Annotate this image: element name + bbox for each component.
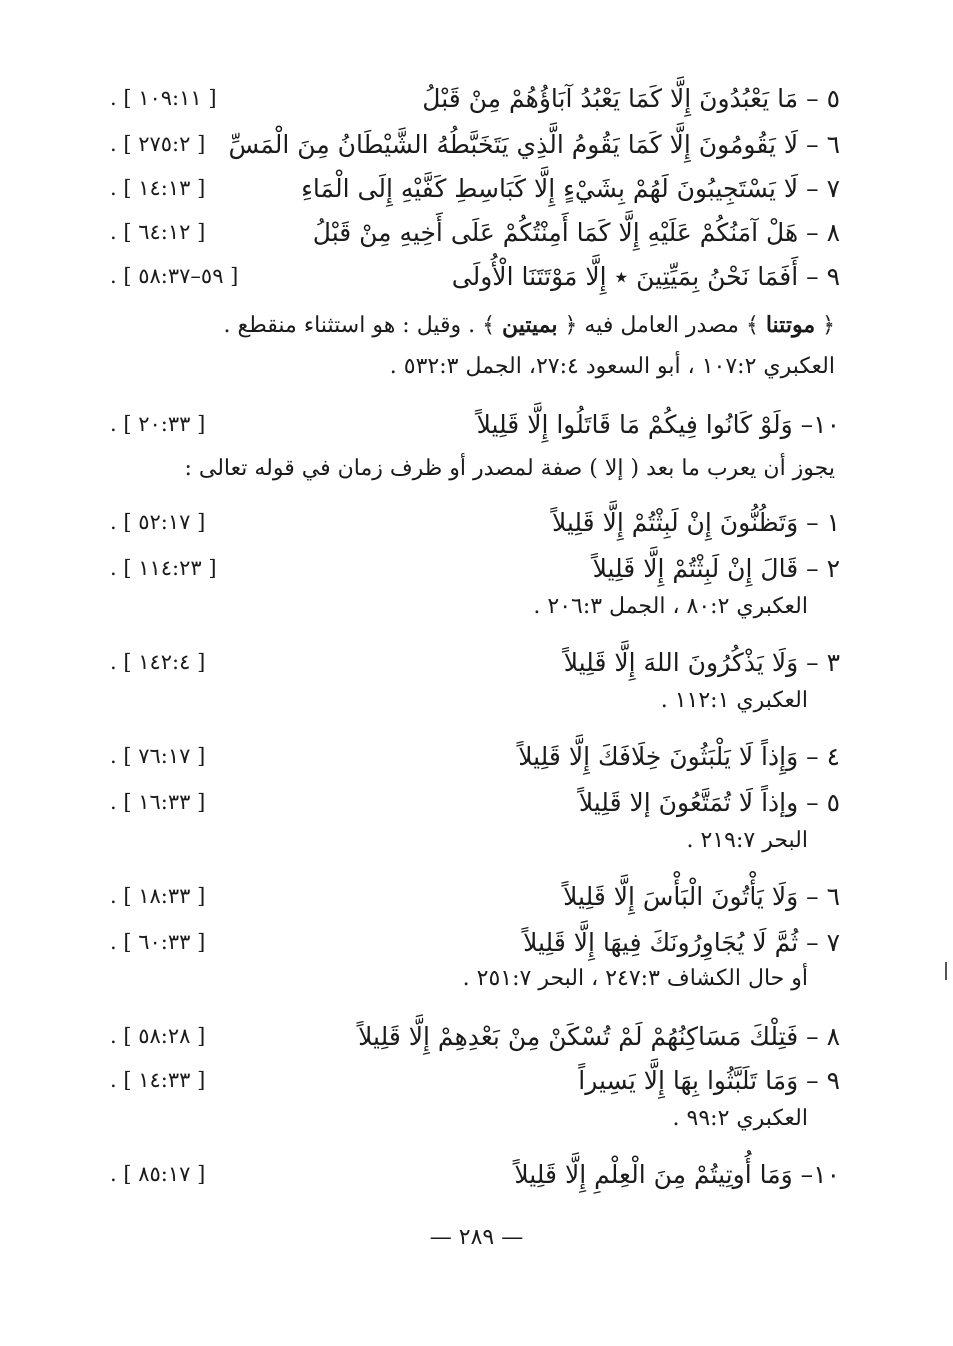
verse-reference: . [ ١٤:١٣ ]	[110, 176, 206, 200]
verse-text: ٨ – فَتِلْكَ مَسَاكِنُهُمْ لَمْ تُسْكَنْ مِنْ بَعْدِهِمْ إِلَّا قَلِيلاً	[358, 1021, 840, 1051]
verse-text: ٦ – لَا يَقُومُونَ إِلَّا كَمَا يَقُومُ الَّذِي يَتَخَبَّطُهُ الشَّيْطَانُ مِنَ الْمَسِّ	[228, 129, 840, 159]
verse-text: ٩ – وَمَا تَلَبَّثُوا بِهَا إِلَّا يَسِيراً	[578, 1065, 840, 1095]
verse-reference: . [ ٥٢:١٧ ]	[110, 510, 206, 534]
verse-reference: . [ ١٦:٣٣ ]	[110, 790, 206, 814]
verse-text: ٩ – أَفَمَا نَحْنُ بِمَيِّتِينَ ٭ إِلَّا مَوْتَتَنَا الْأُولَى	[451, 261, 840, 291]
verse-text: ٧ – ثُمَّ لَا يُجَاوِرُونَكَ فِيهَا إِلَّا قَلِيلاً	[523, 927, 840, 957]
commentary-line: أو حال الكشاف ٢٤٧:٣ ، البحر ٢٥١:٧ .	[462, 966, 808, 991]
verse-line	[110, 734, 840, 778]
verse-line	[110, 874, 840, 918]
verse-reference: . [ ١٠٩:١١ ]	[110, 86, 217, 110]
verse-line	[110, 1014, 840, 1058]
verse-line	[110, 920, 840, 964]
verse-reference: . [ ١٨:٣٣ ]	[110, 884, 206, 908]
verse-line	[110, 500, 840, 544]
verse-reference: . [ ١١٤:٢٣ ]	[110, 556, 217, 580]
verse-text: ٢ – قَالَ إِنْ لَبِثْتُمْ إِلَّا قَلِيلاً	[592, 553, 840, 583]
verse-reference: . [ ٨٥:١٧ ]	[110, 1162, 206, 1186]
verse-text: ٦ – وَلَا يَأْتُونَ الْبَأْسَ إِلَّا قَلِيلاً	[563, 881, 840, 911]
verse-line	[110, 210, 840, 254]
verse-line	[110, 166, 840, 210]
commentary-line: العكبري ١٠٧:٢ ، أبو السعود ٢٧:٤، الجمل ٥٣٢:٣ .	[389, 354, 835, 379]
commentary-line: العكبري ٩٩:٢ .	[672, 1106, 808, 1131]
verse-text: ٤ – وَإِذاً لَا يَلْبَثُونَ خِلَافَكَ إِلَّا قَلِيلاً	[518, 741, 840, 771]
verse-line	[110, 254, 840, 298]
verse-line	[110, 122, 840, 166]
verse-reference: . [ ١٤٢:٤ ]	[110, 650, 206, 674]
verse-text: ١٠– وَلَوْ كَانُوا فِيكُمْ مَا قَاتَلُوا إِلَّا قَلِيلاً	[476, 409, 840, 439]
verse-reference: . [ ٦٤:١٢ ]	[110, 220, 206, 244]
margin-mark	[945, 962, 947, 980]
verse-reference: . [ ١٤:٣٣ ]	[110, 1068, 206, 1092]
verse-text: ٥ – مَا يَعْبُدُونَ إِلَّا كَمَا يَعْبُدُ آبَاؤُهُمْ مِنْ قَبْلُ	[422, 83, 840, 113]
verse-text: ٨ – هَلْ آمَنُكُمْ عَلَيْهِ إِلَّا كَمَا أَمِنْتُكُمْ عَلَى أَخِيهِ مِنْ قَبْلُ	[312, 217, 840, 247]
commentary-line: العكبري ١١٢:١ .	[660, 688, 808, 713]
commentary-line: البحر ٢١٩:٧ .	[686, 828, 808, 853]
verse-line	[110, 402, 840, 446]
verse-text: ٧ – لَا يَسْتَجِيبُونَ لَهُمْ بِشَيْءٍ إِلَّا كَبَاسِطِ كَفَّيْهِ إِلَى الْمَاءِ	[301, 173, 840, 203]
verse-reference: . [ ٦٠:٣٣ ]	[110, 930, 206, 954]
verse-reference: . [ ٥٨:٢٨ ]	[110, 1024, 206, 1048]
verse-line	[110, 76, 840, 120]
verse-text: ١ – وَتَظُنُّونَ إِنْ لَبِثْتُمْ إِلَّا قَلِيلاً	[551, 507, 840, 537]
verse-line	[110, 1152, 840, 1196]
commentary-line: ﴿ موتتنا ﴾ مصدر العامل فيه ﴿ بميتين ﴾ . وقيل : هو استثناء منقطع .	[223, 312, 835, 338]
verse-line	[110, 546, 840, 590]
page-number: — ٢٨٩ —	[429, 1225, 524, 1250]
verse-reference: . [ ٢٠:٣٣ ]	[110, 412, 206, 436]
verse-line	[110, 1058, 840, 1102]
verse-reference: . [ ٧٦:١٧ ]	[110, 744, 206, 768]
verse-reference: . [ ٥٩–٥٨:٣٧ ]	[110, 264, 239, 288]
verse-line	[110, 780, 840, 824]
verse-text: ٣ – وَلَا يَذْكُرُونَ اللهَ إِلَّا قَلِيلاً	[563, 647, 840, 677]
verse-text: ٥ – وإذاً لَا تُمَتَّعُونَ إلا قَلِيلاً	[578, 787, 840, 817]
verse-reference: . [ ٢٧٥:٢ ]	[110, 132, 206, 156]
commentary-line: العكبري ٨٠:٢ ، الجمل ٢٠٦:٣ .	[533, 594, 808, 619]
commentary-line: يجوز أن يعرب ما بعد ( إلا ) صفة لمصدر أو ظرف زمان في قوله تعالى :	[184, 456, 835, 481]
verse-line	[110, 640, 840, 684]
verse-text: ١٠– وَمَا أُوتِيتُمْ مِنَ الْعِلْمِ إِلَّا قَلِيلاً	[514, 1159, 840, 1189]
